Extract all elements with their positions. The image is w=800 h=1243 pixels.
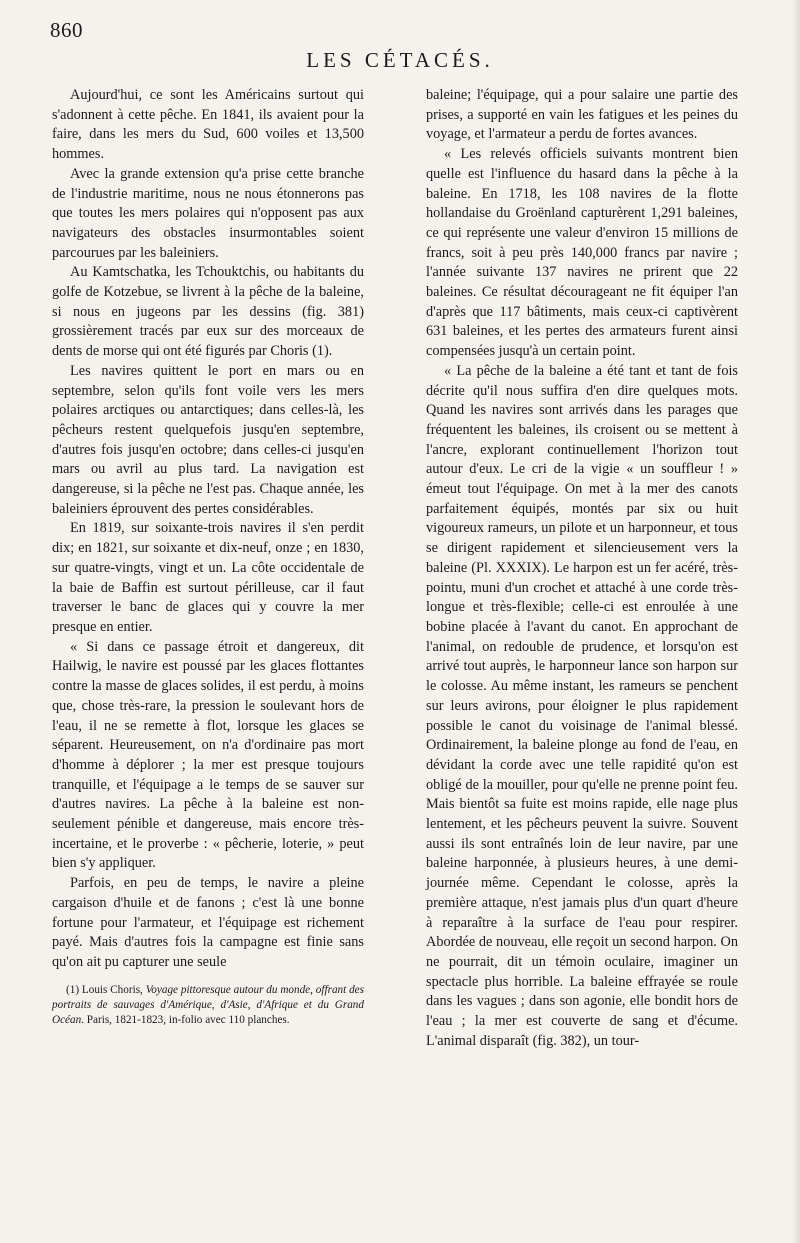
paragraph: Avec la grande extension qu'a prise cette branche de l'industrie maritime, nous ne nous étonnerons pas que toutes les mers polaires qui n'opposent pas aux navigateurs des obstacles insurmontables soient parcourues par les baleiniers. — [52, 165, 364, 261]
paragraph: Les navires quittent le port en mars ou en septembre, selon qu'ils font voile vers les mers polaires arctiques ou antarctiques; dans celles-là, les pêcheurs restent quelquefois jusqu'en septembre, d'autres fois jusqu'en octobre; dans celles-ci jusqu'en mars ou avril au plus tard. La navigation est dangereuse, si la pêche ne l'est pas. Chaque année, les baleiniers éprouvent des pertes considérables. — [52, 362, 364, 517]
right-column — [426, 86, 738, 1051]
footnote-title: Voyage pittoresque autour du monde, offrant des portraits de sauvages d'Amérique, d'Asie, d'Afrique et du Grand Océan. — [52, 983, 365, 1026]
paragraph: Parfois, en peu de temps, le navire a pleine cargaison d'huile et de fanons ; c'est là une bonne fortune pour l'armateur, et l'équipage est richement payé. Mais d'autres fois la campagne est finie sans qu'on ait pu capturer une seule — [52, 875, 364, 970]
footnote-details: Paris, 1821-1823, in-folio avec 110 planches. — [84, 1013, 290, 1026]
page-number: 860 — [50, 18, 83, 42]
paragraph: En 1819, sur soixante-trois navires il s'en perdit dix; en 1821, sur soixante et dix-neuf, onze ; en 1830, sur quatre-vingts, vingt et un. La côte occidentale de la baie de Baffin est surtout périlleuse, car il faut traverser le banc de glaces qui y couvre la mer presque en entier. — [52, 520, 364, 635]
footnote-marker: (1) Louis Choris, — [66, 983, 146, 996]
paragraph: Aujourd'hui, ce sont les Américains surtout qui s'adonnent à cette pêche. En 1841, ils avaient pour la faire, dans les mers du Sud, 600 voiles et 13,500 hommes. — [52, 87, 364, 163]
paragraph: baleine; l'équipage, qui a pour salaire une partie des prises, a supporté en vain les fatigues et les peines du voyage, et l'armateur a perdu de fortes avances. — [426, 87, 738, 143]
paragraph: Au Kamtschatka, les Tchouktchis, ou habitants du golfe de Kotzebue, se livrent à la pêche de la baleine, si nous en jugeons par les dessins (fig. 381) grossièrement tracés par eux sur des morceaux de dents de morse qui ont été figurés par Choris (1). — [52, 264, 364, 360]
paragraph: « Les relevés officiels suivants montrent bien quelle est l'influence du hasard dans la pêche à la baleine. En 1718, les 108 navires de la flotte hollandaise du Groënland capturèrent 1,291 baleines, ce qui représente une valeur d'environ 15 millions de francs, soit à peu près 140,000 francs par navire ; l'année suivante 137 navires ne prirent que 22 baleines. Ce résultat décourageant ne fit équiper l'an d'après que 117 bâtiments, mais ceux-ci captivèrent 631 baleines, et les pertes des armateurs furent ainsi compensées jusqu'à un certain point. — [426, 146, 738, 360]
paragraph: « La pêche de la baleine a été tant et tant de fois décrite qu'il nous suffira d'en dire quelques mots. Quand les navires sont arrivés dans les parages que fréquentent les baleines, ils croisent ou se mettent à l'ancre, explorant continuellement l'horizon tout autour d'eux. Le cri de la vigie « un souffleur ! » émeut tout l'équipage. On met à la mer des canots parfaitement équipés, montés par six ou huit vigoureux rameurs, un pilote et un harponneur, et tous se dirigent rapidement et silencieusement vers la baleine (Pl. XXXIX). Le harpon est un fer acéré, très-pointu, muni d'un crochet et attaché à une corde très-longue et très-flexible; celle-ci est enroulée à une bobine placée à l'avant du canot. En approchant de l'animal, on redouble de prudence, et lorsqu'on est arrivé tout auprès, le harponneur lance son harpon sur le colosse. Au même instant, les rameurs se penchent sur leurs avirons, pour éloigner le plus rapidement possible le canot du voisinage de l'animal blessé. Ordinairement, la baleine plonge au fond de l'eau, en dévidant la corde avec une telle rapidité qu'on est obligé de la mouiller, pour qu'elle ne prenne point feu. Mais bientôt sa fuite est moins rapide, elle nage plus lentement, et les pêcheurs peuvent la suivre. Souvent aussi ils sont entraînés loin de leur navire, par une baleine harponnée, à plusieurs heures, à une demi-journée même. Cependant le colosse, après la première attaque, n'est jamais plus d'un quart d'heure à reparaître à la surface de l'eau pour respirer. Abordée de nouveau, elle reçoit un second harpon. On ne pourrait, dit un témoin oculaire, imaginer un spectacle plus horrible. La baleine effrayée se roule dans les vagues ; dans son agonie, elle bondit hors de l'eau ; la mer est couverte de sang et d'écume. L'animal disparaît (fig. 382), un tour- — [426, 362, 738, 1049]
footnote — [52, 983, 364, 1028]
page-edge-shadow — [792, 0, 800, 1243]
left-column — [52, 86, 364, 1028]
running-title: LES CÉTACÉS. — [306, 48, 494, 72]
paragraph: « Si dans ce passage étroit et dangereux, dit Hailwig, le navire est poussé par les glaces flottantes contre la masse de glaces solides, il est perdu, à moins que, chose très-rare, la pression le soulevant hors de l'eau, il ne se remette à flot, lorsque les glaces se séparent. Heureusement, on n'a d'ordinaire pas mort d'homme à déplorer ; la mer est presque toujours tranquille, et l'équipage a le temps de se sauver sur d'autres navires. La pêche à la baleine est non-seulement pénible et dangereuse, mais encore très-incertaine, et le proverbe : « pêcherie, loterie, » peut bien s'y appliquer. — [52, 638, 364, 872]
